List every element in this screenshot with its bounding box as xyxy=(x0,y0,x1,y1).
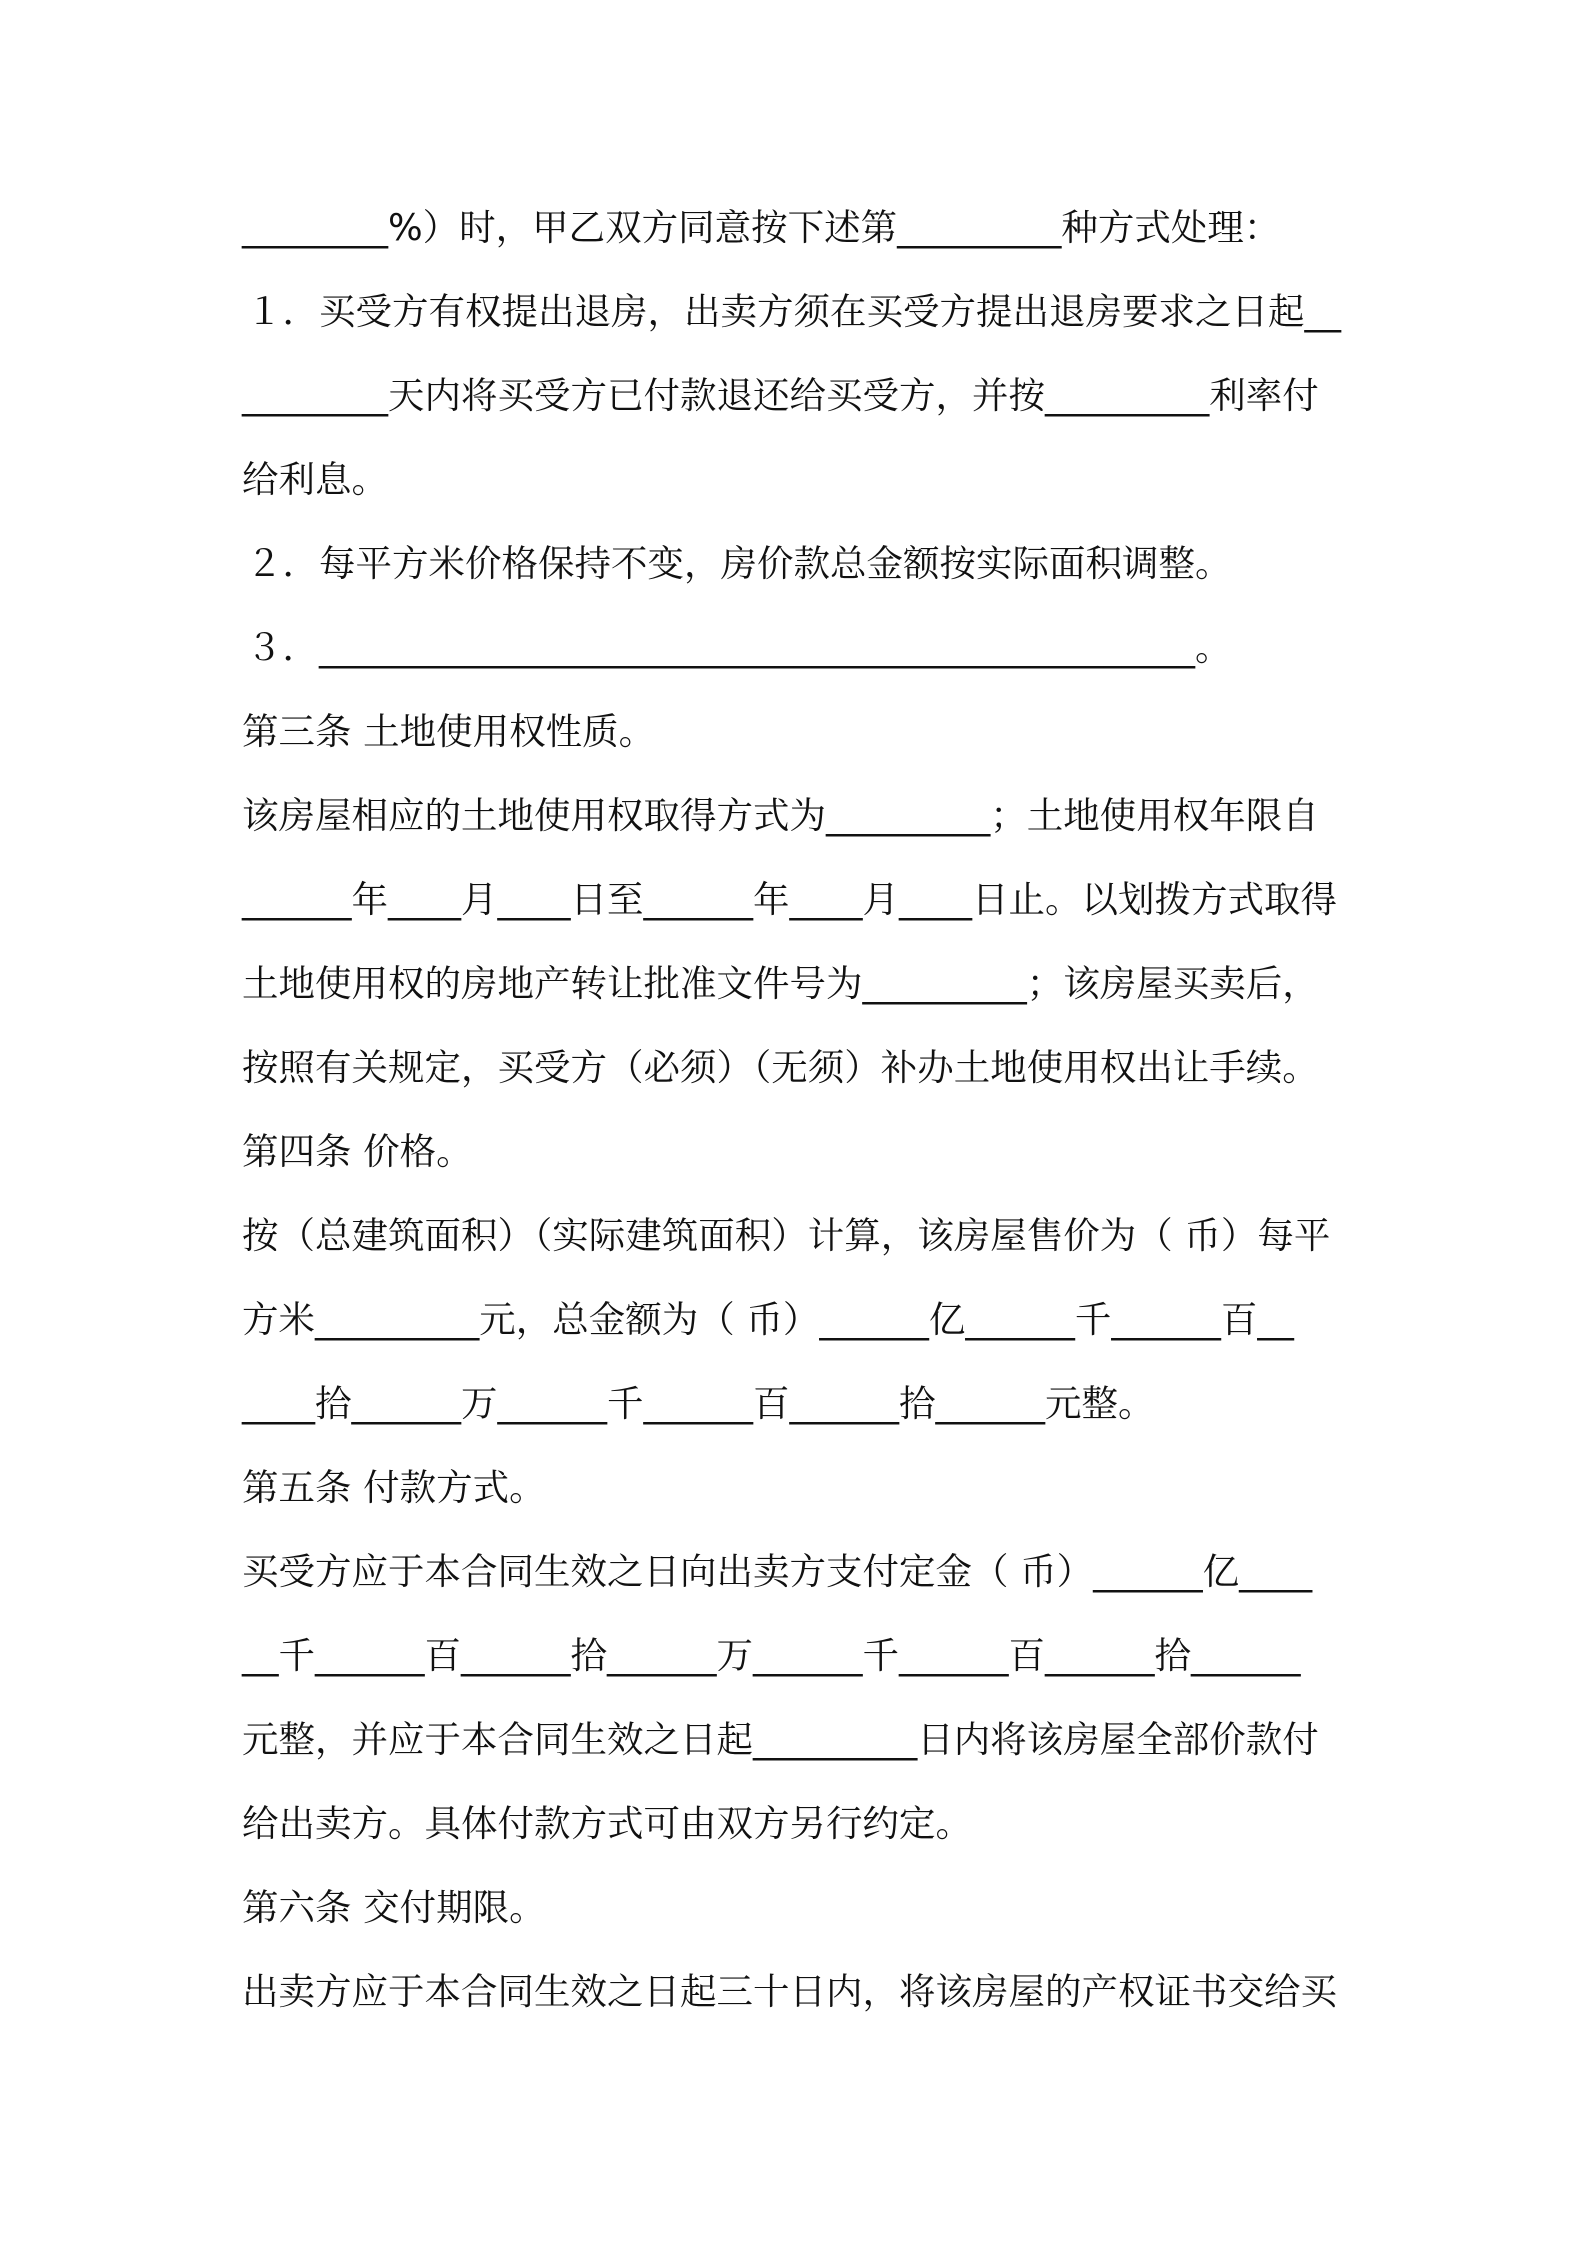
text-line: 土地使用权的房地产转让批准文件号为_________；该房屋买卖后， xyxy=(242,962,1319,1005)
text-line: ３．________________________________________________。 xyxy=(246,626,1232,669)
text-line: 按（总建筑面积）（实际建筑面积）计算，该房屋售价为（ 币）每平 xyxy=(242,1214,1331,1257)
text-line: １．买受方有权提出退房，出卖方须在买受方提出退房要求之日起__ xyxy=(246,290,1341,333)
text-line: 给出卖方。具体付款方式可由双方另行约定。 xyxy=(242,1802,972,1845)
text-line: __千______百______拾______万______千______百______拾______ xyxy=(242,1634,1301,1677)
text-line: 方米_________元，总金额为（ 币）______亿______千______百__ xyxy=(242,1298,1294,1341)
text-line: ２．每平方米价格保持不变，房价款总金额按实际面积调整。 xyxy=(246,542,1232,585)
text-line: ________天内将买受方已付款退还给买受方，并按_________利率付 xyxy=(242,374,1319,417)
text-line: ________%）时，甲乙双方同意按下述第_________种方式处理： xyxy=(242,206,1281,249)
text-line: 给利息。 xyxy=(242,458,388,501)
section-heading: 第六条 交付期限。 xyxy=(242,1886,546,1929)
section-heading: 第四条 价格。 xyxy=(242,1130,473,1173)
text-line: ____拾______万______千______百______拾______元整。 xyxy=(242,1382,1155,1425)
text-line: 出卖方应于本合同生效之日起三十日内，将该房屋的产权证书交给买 xyxy=(242,1970,1337,2013)
text-line: 买受方应于本合同生效之日向出卖方支付定金（ 币）______亿____ xyxy=(242,1550,1313,1593)
section-heading: 第三条 土地使用权性质。 xyxy=(242,710,656,753)
section-heading: 第五条 付款方式。 xyxy=(242,1466,546,1509)
text-line: 元整，并应于本合同生效之日起_________日内将该房屋全部价款付 xyxy=(242,1718,1319,1761)
text-line: 按照有关规定，买受方（必须）（无须）补办土地使用权出让手续。 xyxy=(242,1046,1319,1089)
text-line: 该房屋相应的土地使用权取得方式为_________；土地使用权年限自 xyxy=(242,794,1319,837)
text-line: ______年____月____日至______年____月____日止。以划拨方式取得 xyxy=(242,878,1337,921)
